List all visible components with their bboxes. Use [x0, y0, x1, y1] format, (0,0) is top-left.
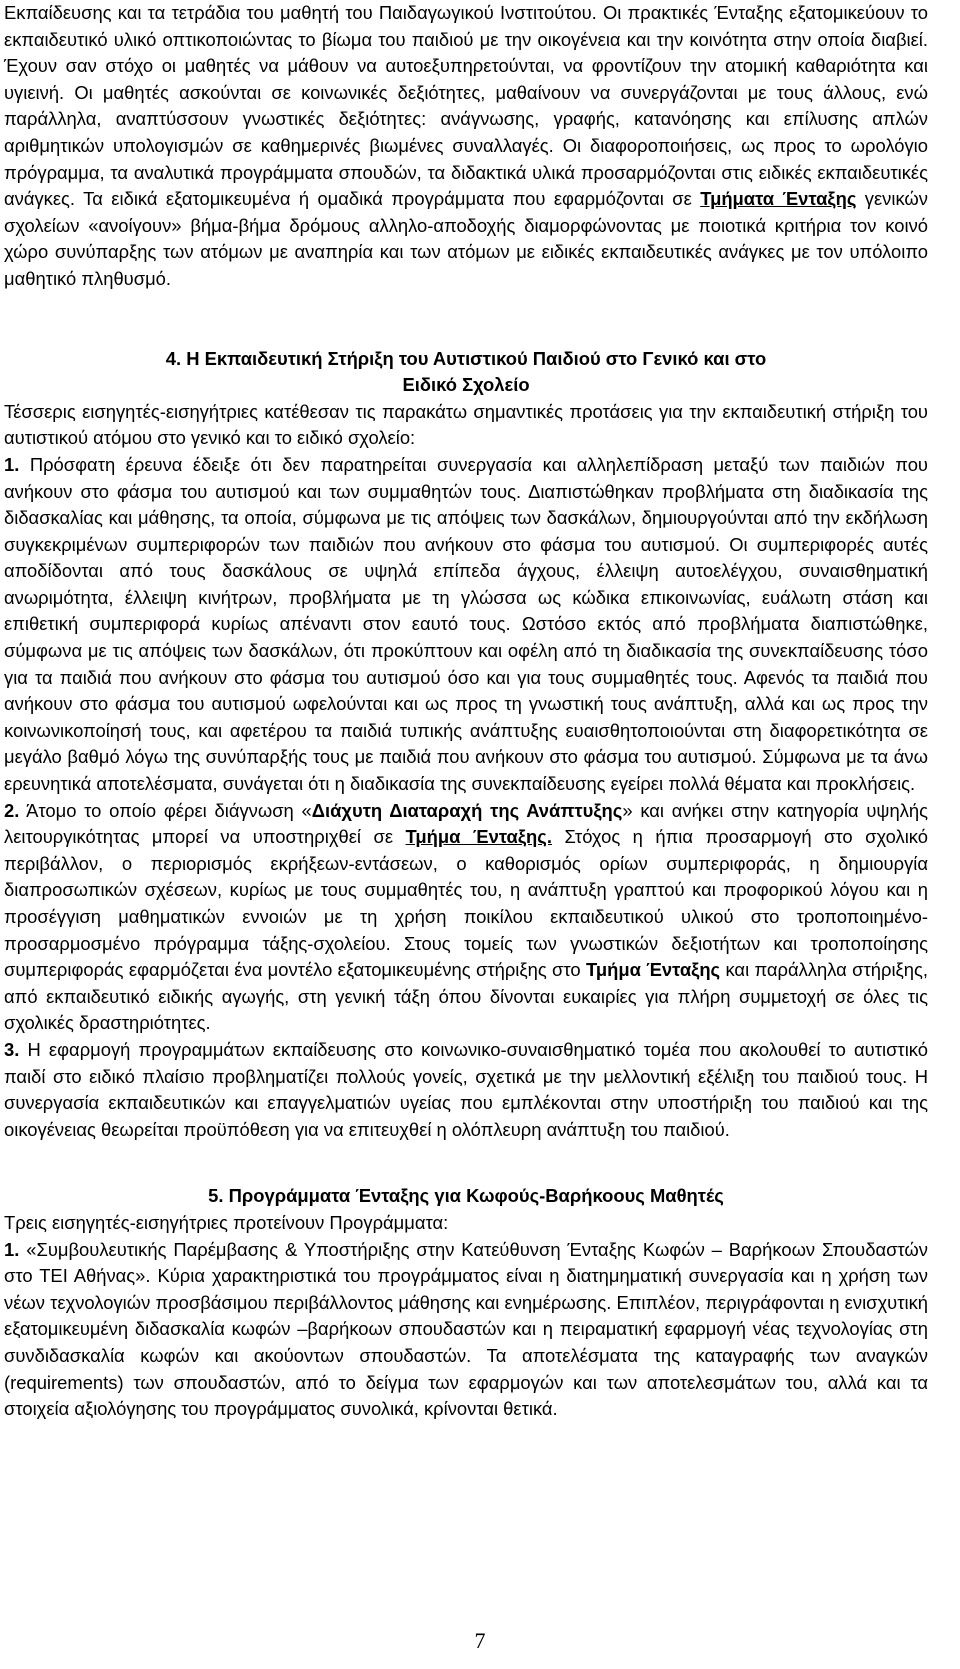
item-number: 3. [4, 1038, 20, 1060]
paragraph-inclusion-practices [4, 0, 928, 293]
emphasis-integration-class: Τμήμα Ένταξης. [405, 826, 552, 848]
section-4-item-3 [4, 1037, 928, 1143]
section-4-item-1 [4, 452, 928, 798]
emphasis-integration-class: Τμήμα Ένταξης [585, 959, 721, 981]
section-5-intro: Τρεις εισηγητές-εισηγήτριες προτείνουν Προγράμματα: [4, 1211, 449, 1233]
section-spacer [4, 1143, 928, 1183]
section-4-intro: Τέσσερις εισηγητές-εισηγήτριες κατέθεσαν τις παρακάτω σημαντικές προτάσεις για την εκπαιδευτική στήριξη του αυτιστικού ατόμου στο γενικό και το ειδικό σχολείο: [4, 400, 928, 449]
item-text: Πρόσφατη έρευνα έδειξε ότι δεν παρατηρείται συνεργασία και αλληλεπίδραση μεταξύ των παιδιών που ανήκουν στο φάσμα του αυτισμού και των συμμαθητών τους. Διαπιστώθηκαν προβλήματα στη διαδικασία της διδασκαλίας και μάθησης, τα οποία, σύμφωνα με τις απόψεις των δασκάλων, δημιουργούνται από την εκδήλωση συγκεκριμένων συμπεριφορών των παιδιών που ανήκουν στο φάσμα του αυτισμού. Οι συμπεριφορές αυτές αποδίδονται από τους δασκάλους σε υψηλά επίπεδα άγχους, έλλειψη αυτοελέγχου, συναισθηματική ανωριμότητα, έλλειψη κινήτρων, προβλήματα με τη γλώσσα ως κώδικα επικοινωνίας, ευάλωτη στάση και επιθετική συμπεριφορά κυρίως απέναντι στον εαυτό τους. Ωστόσο εκτός από προβλήματα διαπιστώθηκε, σύμφωνα με τις απόψεις των δασκάλων, ότι προκύπτουν και οφέλη από τη διαδικασία της συνεκπαίδευσης τόσο για τα παιδιά που ανήκουν στο φάσμα του αυτισμού όσο και για τους συμμαθητές τους. Αφενός τα παιδιά που ανήκουν στο φάσμα του αυτισμού ωφελούνται και ως προς τη γνωστική τους ανάπτυξη, αλλά και ως προς την κοινωνικοποίησή τους, και αφετέρου τα παιδιά τυπικής ανάπτυξης ευαισθητοποιούνται στη διαφορετικότητα σε μεγάλο βαθμό λόγω της συνύπαρξής τους με παιδιά που ανήκουν στο φάσμα του αυτισμού. Σύμφωνα με τα άνω ερευνητικά αποτελέσματα, συνάγεται ότι η διαδικασία της συνεκπαίδευσης εγείρει πολλά θέματα και προκλήσεις. [4, 453, 928, 795]
paragraph-text: γενικών σχολείων «ανοίγουν» βήμα-βήμα δρόμους αλληλο-αποδοχής διαμορφώνοντας με ποιοτικά κριτήρια τον κοινό χώρο συνύπαρξης των ατόμων με αναπηρία και των ατόμων με ειδικές εκπαιδευτικές ανάγκες με τον υπόλοιπο μαθητικό πληθυσμό. [4, 188, 928, 289]
emphasis-diagnosis: Διάχυτη Διαταραχή της Ανάπτυξης [311, 799, 623, 821]
page-number: 7 [474, 1628, 486, 1653]
item-number: 1. [4, 453, 20, 475]
item-text: » και ανήκει στην κατηγορία υψηλής λειτουργικότητας μπορεί να υποστηριχθεί σε [4, 799, 928, 848]
heading-line-2: Ειδικό Σχολείο [402, 374, 530, 396]
section-5-heading: 5. Προγράμματα Ένταξης για Κωφούς-Βαρήκοους Μαθητές [208, 1185, 724, 1207]
item-text: και παράλληλα στήριξης, από εκπαιδευτικό ειδικής αγωγής, στη γενική τάξη όπου δίνονται ευκαιρίες για πλήρη συμμετοχή σε όλες τις σχολικές δραστηριότητες. [4, 959, 928, 1034]
section-4-heading [4, 346, 928, 399]
item-text: Στόχος η ήπια προσαρμογή στο σχολικό περιβάλλον, ο περιορισμός εκρήξεων-εντάσεων, ο καθορισμός ορίων συμπεριφοράς, η δημιουργία διαπροσωπικών σχέσεων, κυρίως με τους συμμαθητές του, η ανάπτυξη γραπτού και προφορικού λόγου και η προσέγγιση μαθηματικών εννοιών με τη χρήση ποικίλου εκπαιδευτικού υλικού στο τροποποιημένο- προσαρμοσμένο πρόγραμμα τάξης-σχολείου. Στους τομείς των γνωστικών δεξιοτήτων και τροποποίησης συμπεριφοράς εφαρμόζεται ένα μοντέλο εξατομικευμένης στήριξης στο [4, 826, 928, 981]
item-text: Άτομο το οποίο φέρει διάγνωση « [19, 799, 312, 821]
emphasis-integration-classes: Τμήματα Ένταξης [700, 188, 857, 210]
item-number: 1. [4, 1238, 20, 1260]
item-text: «Συμβουλευτικής Παρέμβασης & Υποστήριξης στην Κατεύθυνση Ένταξης Κωφών – Βαρήκοων Σπουδαστών στο ΤΕΙ Αθήνας». Κύρια χαρακτηριστικά του προγράμματος είναι η διατημηματική συνεργασία και η χρήση των νέων τεχνολογιών προσβάσιμου περιβάλλοντος μάθησης και ενημέρωσης. Επιπλέον, περιγράφονται η ενισχυτική εξατομικευμένη διδασκαλία κωφών –βαρήκοων σπουδαστών και η πειραματική εφαρμογή νέας τεχνολογίας στη συνδιδασκαλία κωφών και ακούοντων σπουδαστών. Τα αποτελέσματα της καταγραφής των αναγκών (requirements) των σπουδαστών, από το δείγμα των εφαρμογών και των αποτελεσμάτων του, αλλά και τα στοιχεία αξιολόγησης του προγράμματος συνολικά, κρίνονται θετικά. [4, 1238, 928, 1420]
item-number: 2. [4, 799, 20, 821]
item-text: Η εφαρμογή προγραμμάτων εκπαίδευσης στο κοινωνικο-συναισθηματικό τομέα που ακολουθεί το αυτιστικό παιδί στο ειδικό πλαίσιο προβληματίζει πολλούς γονείς, σχετικά με την μελλοντική εξέλιξη του παιδιού τους. Η συνεργασία εκπαιδευτικών και επαγγελματιών υγείας που εμπλέκονται στην υποστήριξη του παιδιού και της οικογένειας θεωρείται προϋπόθεση για να επιτευχθεί η ολόπλευρη ανάπτυξη του παιδιού. [4, 1038, 928, 1140]
section-4-item-2 [4, 798, 928, 1037]
heading-line-1: 4. Η Εκπαιδευτική Στήριξη του Αυτιστικού Παιδιού στο Γενικό και στο [165, 347, 767, 369]
section-spacer [4, 293, 928, 346]
section-5-item-1 [4, 1237, 928, 1423]
paragraph-text: Εκπαίδευσης και τα τετράδια του μαθητή του Παιδαγωγικού Ινστιτούτου. Οι πρακτικές Ένταξης εξατομικεύουν το εκπαιδευτικό υλικό οπτικοποιώντας το βίωμα του παιδιού με την οικογένεια και την κοινότητα στην οποία διαβιεί. Έχουν σαν στόχο οι μαθητές να μάθουν να αυτοεξυπηρετούνται, να φροντίζουν την ατομική καθαριότητα και υγιεινή. Οι μαθητές ασκούνται σε κοινωνικές δεξιότητες, μαθαίνουν να συνεργάζονται με τους άλλους, ενώ παράλληλα, αναπτύσσουν γνωστικές δεξιότητες: ανάγνωσης, γραφής, κατανόησης και επίλυσης απλών αριθμητικών υπολογισμών σε καθημερινές βιωμένες συναλλαγές. Οι διαφοροποιήσεις, ως προς το ωρολόγιο πρόγραμμα, τα αναλυτικά προγράμματα σπουδών, τα διδακτικά υλικά προσαρμόζονται στις ειδικές εκπαιδευτικές ανάγκες. Τα ειδικά εξατομικευμένα ή ομαδικά προγράμματα που εφαρμόζονται σε [4, 2, 928, 210]
